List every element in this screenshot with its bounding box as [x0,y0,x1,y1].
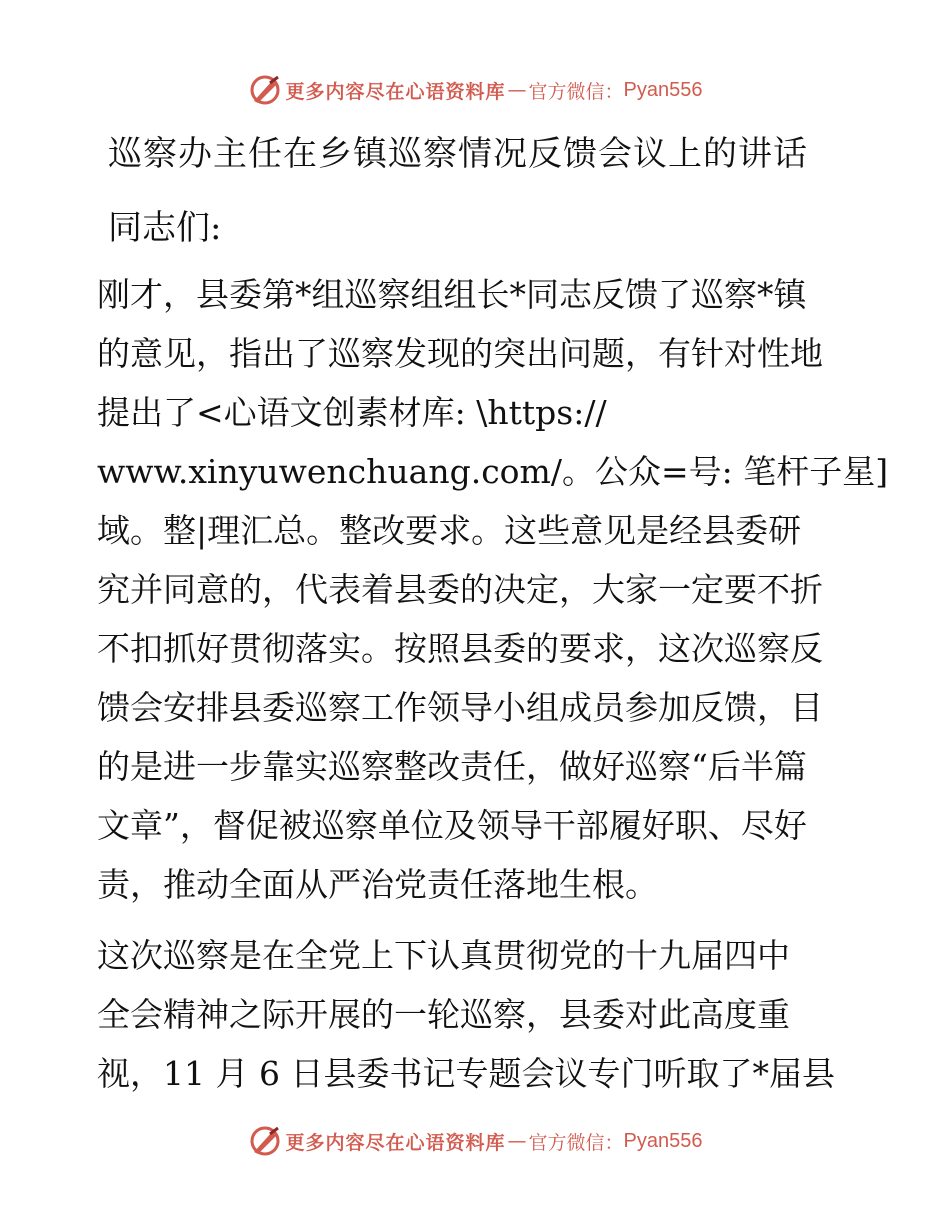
watermark-brand: 更多内容尽在心语资料库 [285,80,506,103]
paragraph-2 [97,926,857,1103]
text-line: 的意见，指出了巡察发现的突出问题，有针对性地 [97,334,823,373]
footer-watermark [0,1121,950,1161]
watermark-label: 官方微信： [528,80,624,103]
header-watermark [0,70,950,110]
watermark-brand: 更多内容尽在心语资料库 [285,1131,506,1154]
text-line: 视，11 月 6 日县委书记专题会议专门听取了*届县 [97,1054,835,1093]
text-line: 全会精神之际开展的一轮巡察，县委对此高度重 [97,995,790,1034]
text-line: www.xinyuwenchuang.com/。公众=号: 笔杆子星] [97,452,889,491]
watermark-separator: — [507,79,527,101]
watermark-separator: — [507,1130,527,1152]
paragraph-1 [97,265,889,914]
watermark-wechat-id: Pyan556 [623,78,703,101]
text-line: 责，推动全面从严治党责任落地生根。 [97,865,658,904]
document-greeting: 同志们: [108,208,222,248]
document-title: 巡察办主任在乡镇巡察情况反馈会议上的讲话 [108,134,808,174]
text-line: 域。整|理汇总。整改要求。这些意见是经县委研 [97,511,802,550]
text-line: 究并同意的，代表着县委的决定，大家一定要不折 [97,570,823,609]
text-line: 馈会安排县委巡察工作领导小组成员参加反馈，目 [97,688,823,727]
pen-logo-icon [248,1124,282,1158]
watermark-wechat-id: Pyan556 [623,1129,703,1152]
text-line: 刚才，县委第*组巡察组组长*同志反馈了巡察*镇 [97,275,807,314]
text-line: 提出了<心语文创素材库: \https:// [97,393,607,432]
pen-logo-icon [248,73,282,107]
text-line: 这次巡察是在全党上下认真贯彻党的十九届四中 [97,936,790,975]
watermark-label: 官方微信： [528,1131,624,1154]
text-line: 的是进一步靠实巡察整改责任，做好巡察“后半篇 [97,747,807,786]
text-line: 文章”，督促被巡察单位及领导干部履好职、尽好 [97,806,807,845]
text-line: 不扣抓好贯彻落实。按照县委的要求，这次巡察反 [97,629,823,668]
